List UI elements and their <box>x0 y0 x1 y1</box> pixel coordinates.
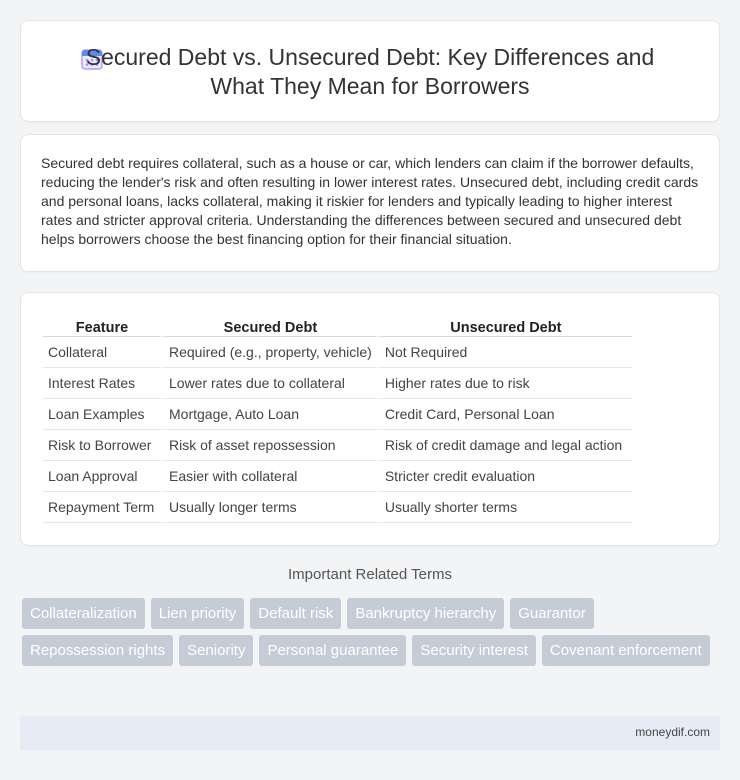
cell-unsecured: Credit Card, Personal Loan <box>377 399 632 430</box>
footer-site: moneydif.com <box>635 725 710 739</box>
intro-paragraph: Secured debt requires collateral, such as a house or car, which lenders can claim if the borrower defaults, reducing the lender's risk and often resulting in lower interest rates. Unsecured debt, including credit cards and personal loans, lacks collateral, making it riskier for lenders and typically leading to higher interest rates and stricter approval criteria. Understanding the differences between secured and unsecured debt helps borrowers choose the best financing option for their financial situation. <box>41 155 699 247</box>
cell-unsecured: Risk of credit damage and legal action <box>377 430 632 461</box>
table-header-row <box>43 315 632 337</box>
table-row <box>43 461 632 492</box>
cell-secured: Easier with collateral <box>161 461 377 492</box>
tag-guarantor[interactable]: Guarantor <box>510 598 594 629</box>
cell-feature: Interest Rates <box>43 368 161 399</box>
header-feature: Feature <box>43 315 161 337</box>
cell-secured: Mortgage, Auto Loan <box>161 399 377 430</box>
title-card <box>20 20 720 122</box>
table-row <box>43 337 632 368</box>
tag-lien-priority[interactable]: Lien priority <box>151 598 245 629</box>
cell-feature: Repayment Term <box>43 492 161 523</box>
cell-secured: Lower rates due to collateral <box>161 368 377 399</box>
cell-feature: Risk to Borrower <box>43 430 161 461</box>
header-secured: Secured Debt <box>161 315 377 337</box>
tag-security-interest[interactable]: Security interest <box>412 635 536 666</box>
cell-unsecured: Not Required <box>377 337 632 368</box>
table-row <box>43 368 632 399</box>
related-terms-heading: Important Related Terms <box>288 566 452 583</box>
page-title <box>86 43 655 101</box>
footer <box>20 716 720 750</box>
tag-bankruptcy-hierarchy[interactable]: Bankruptcy hierarchy <box>347 598 504 629</box>
tag-seniority[interactable]: Seniority <box>179 635 253 666</box>
cell-secured: Usually longer terms <box>161 492 377 523</box>
header-unsecured: Unsecured Debt <box>377 315 632 337</box>
related-terms-list <box>22 598 722 672</box>
table-row <box>43 492 632 523</box>
cell-secured: Required (e.g., property, vehicle) <box>161 337 377 368</box>
cell-unsecured: Higher rates due to risk <box>377 368 632 399</box>
page-title-line1: Secured Debt vs. Unsecured Debt: Key Differences and <box>85 44 655 70</box>
table-row <box>43 430 632 461</box>
tag-personal-guarantee[interactable]: Personal guarantee <box>259 635 406 666</box>
comparison-table <box>43 315 632 523</box>
comparison-card <box>20 292 720 546</box>
tag-covenant-enforcement[interactable]: Covenant enforcement <box>542 635 710 666</box>
cell-secured: Risk of asset repossession <box>161 430 377 461</box>
tag-default-risk[interactable]: Default risk <box>250 598 341 629</box>
cell-feature: Loan Approval <box>43 461 161 492</box>
table-row <box>43 399 632 430</box>
cell-unsecured: Usually shorter terms <box>377 492 632 523</box>
intro-card <box>20 134 720 272</box>
cell-unsecured: Stricter credit evaluation <box>377 461 632 492</box>
cell-feature: Loan Examples <box>43 399 161 430</box>
cell-feature: Collateral <box>43 337 161 368</box>
page-title-line2: What They Mean for Borrowers <box>210 73 530 99</box>
tag-repossession-rights[interactable]: Repossession rights <box>22 635 173 666</box>
tag-collateralization[interactable]: Collateralization <box>22 598 145 629</box>
